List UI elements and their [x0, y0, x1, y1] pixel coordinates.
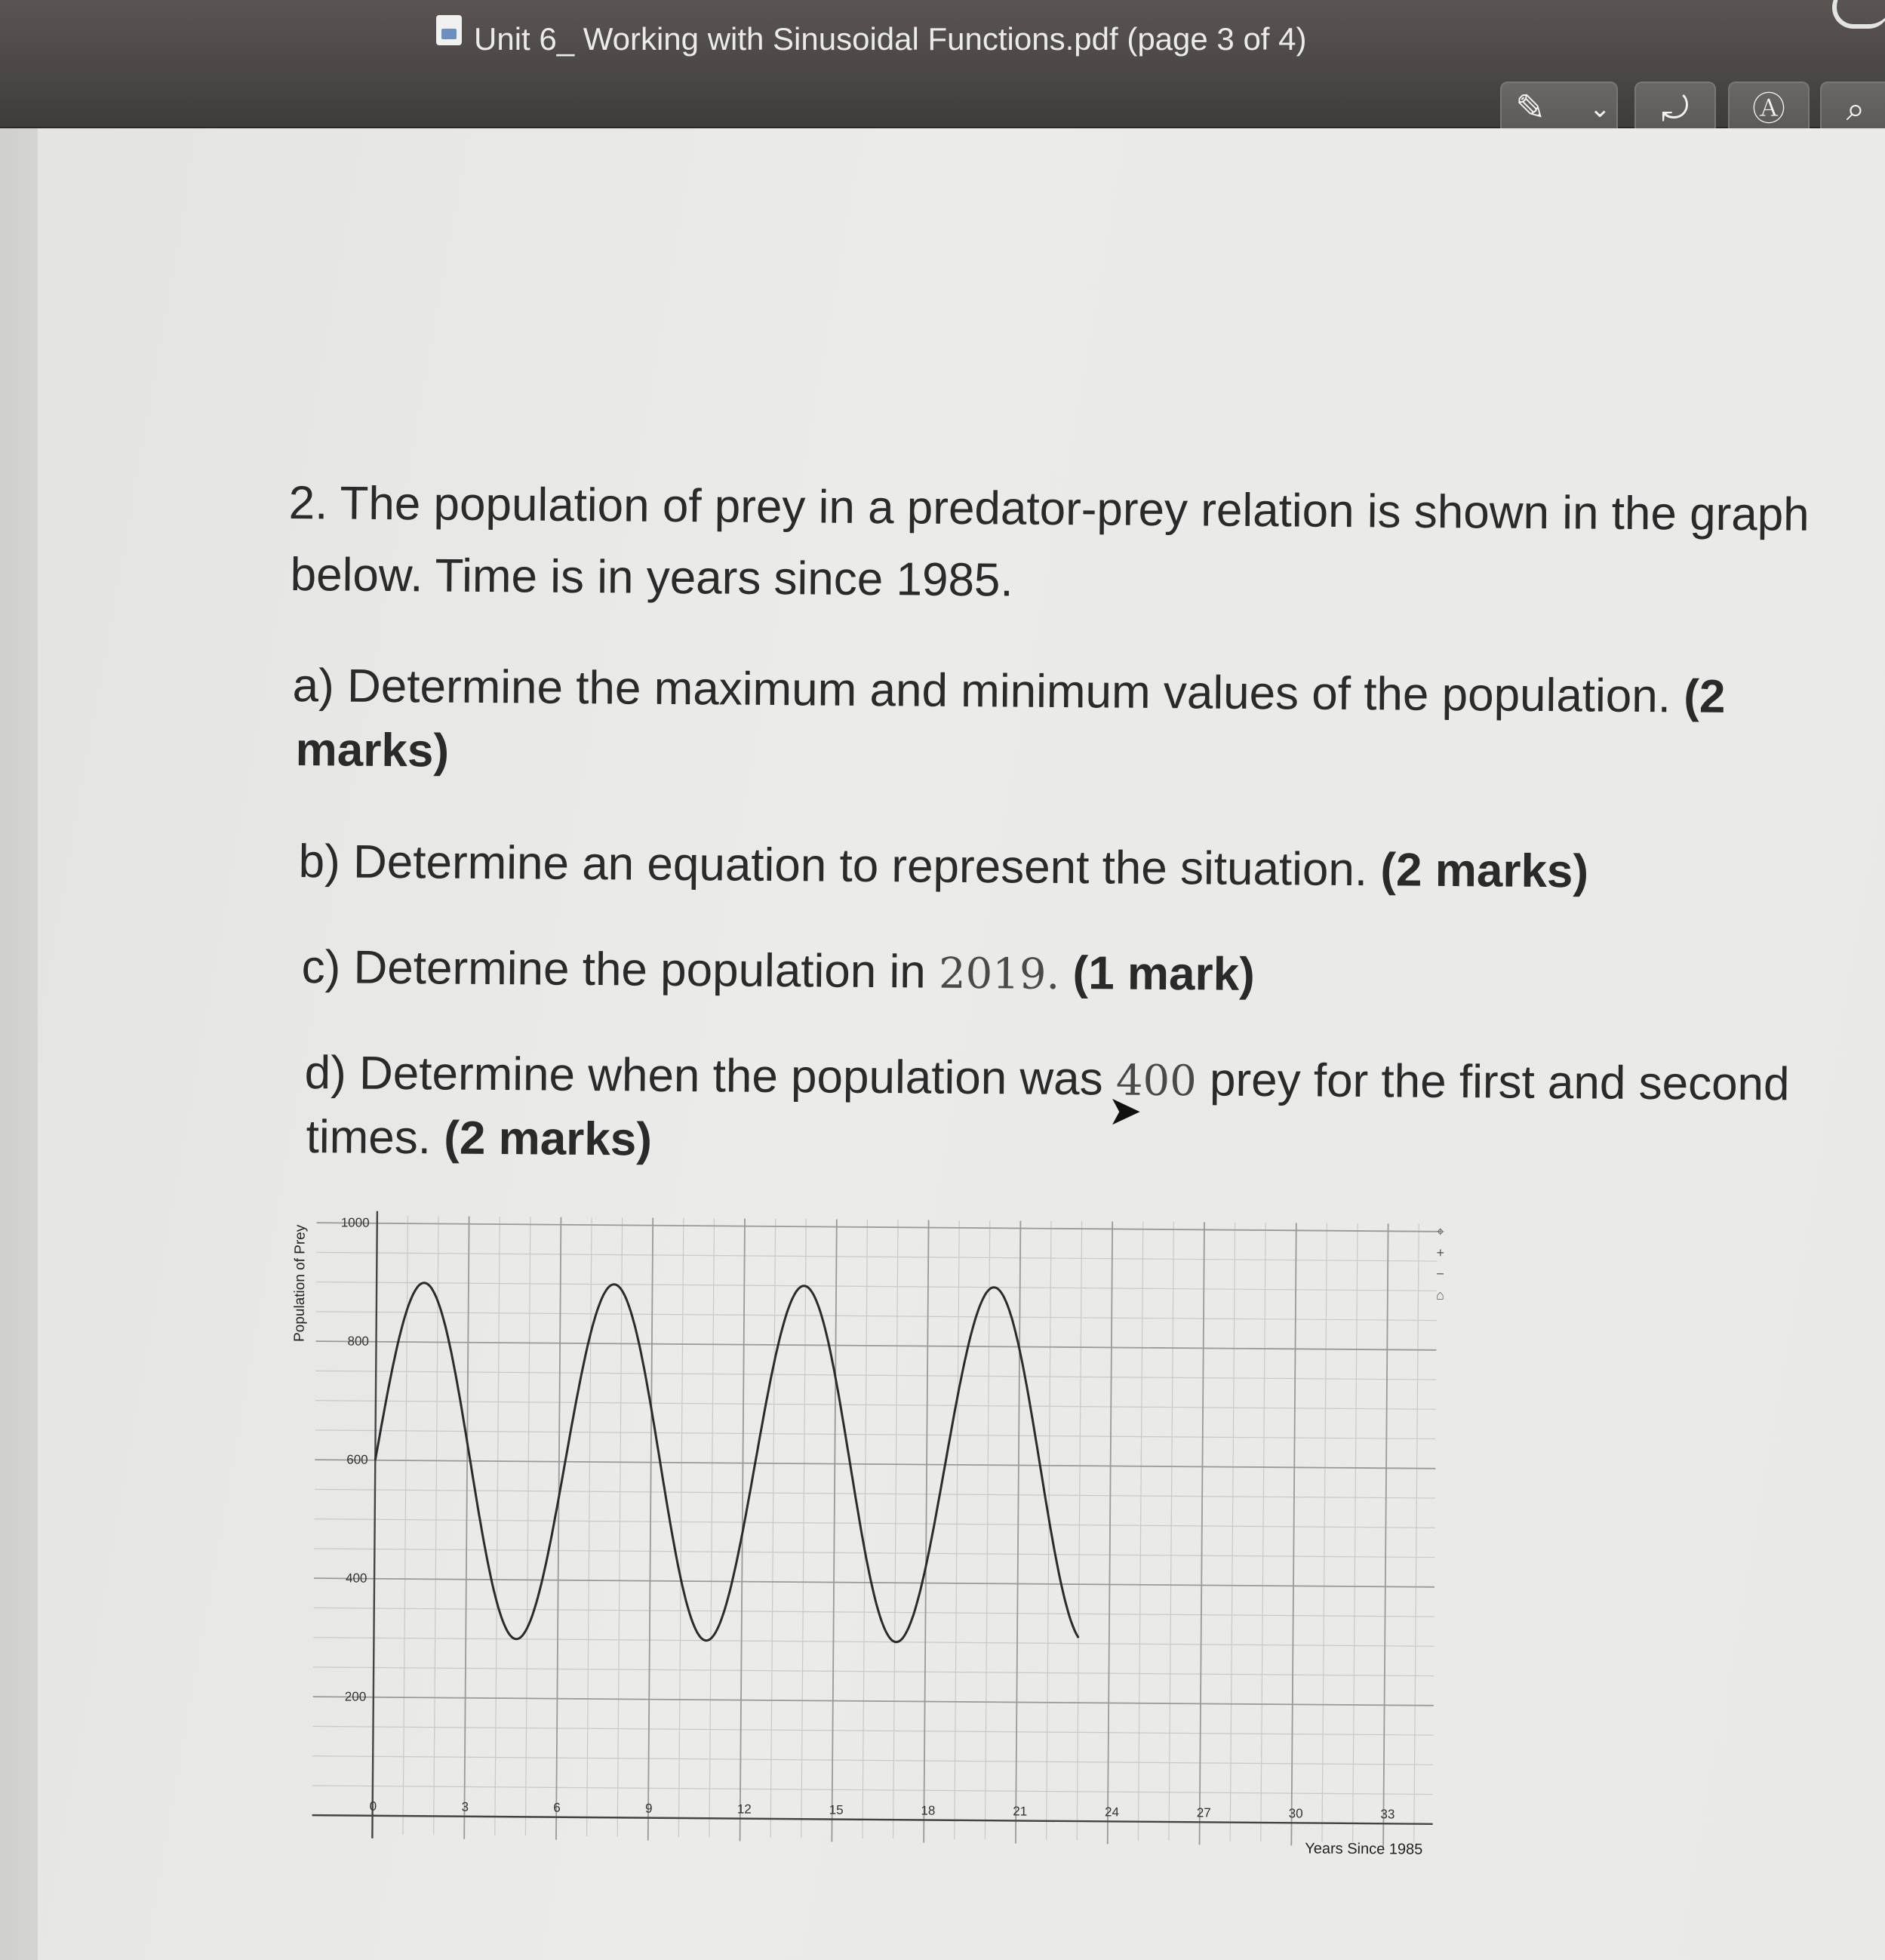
grid-line-major-y [314, 1578, 1435, 1587]
grid-line-minor-x [1077, 1221, 1081, 1840]
question-d-text: d) Determine when the population was [304, 1046, 1103, 1106]
x-tick-label: 18 [921, 1803, 936, 1818]
graph-control-button[interactable]: − [1436, 1266, 1444, 1282]
grid-line-minor-x [525, 1217, 530, 1835]
grid-line-minor-y [313, 1667, 1434, 1676]
question-b-marks: (2 marks) [1380, 844, 1589, 898]
grid-line-minor-x [985, 1220, 989, 1839]
grid-line-minor-x [893, 1220, 898, 1838]
grid-line-major-x [1016, 1220, 1020, 1843]
grid-line-minor-x [709, 1218, 714, 1837]
question-d [304, 1042, 1790, 1118]
grid-line-minor-y [315, 1371, 1436, 1380]
graph-control-button[interactable]: + [1436, 1245, 1445, 1260]
grid-line-major-y [315, 1460, 1435, 1469]
grid-line-minor-x [1138, 1222, 1142, 1841]
pencil-icon[interactable]: ✎ [1515, 88, 1546, 128]
grid-line-minor-x [770, 1219, 775, 1838]
question-c-text: c) Determine the population in [301, 940, 927, 998]
chevron-down-icon[interactable]: ⌄ [1589, 94, 1611, 123]
window-corner-icon [1832, 0, 1885, 29]
y-tick-label: 800 [347, 1334, 369, 1349]
grid-line-minor-x [1353, 1223, 1358, 1842]
grid-line-minor-y [315, 1489, 1435, 1498]
y-tick-label: 600 [346, 1452, 368, 1467]
x-tick-label: 15 [829, 1802, 844, 1817]
window-title: Unit 6_ Working with Sinusoidal Functions.pdf (page 3 of 4) [474, 21, 1307, 57]
grid-line-minor-x [1414, 1224, 1419, 1843]
grid-line-minor-y [315, 1430, 1436, 1439]
x-tick-label: 33 [1380, 1807, 1395, 1822]
y-axis-title: Population of Prey [291, 1224, 309, 1343]
grid-line-minor-x [863, 1220, 867, 1838]
grid-line-minor-y [314, 1608, 1435, 1617]
question-c-period: . [1046, 949, 1060, 999]
grid-line-minor-x [955, 1220, 959, 1839]
question-a-marks: (2 [1683, 670, 1726, 723]
question-d-rest: prey for the first and second [1209, 1054, 1790, 1111]
grid-line-major-x [556, 1217, 561, 1840]
grid-line-minor-x [1322, 1223, 1327, 1842]
grid-line-minor-y [313, 1638, 1434, 1647]
grid-line-minor-x [434, 1216, 438, 1835]
rotate-icon: ⤾ [1661, 91, 1690, 128]
question-a-text: a) Determine the maximum and minimum values of the population. [292, 659, 1671, 723]
graph-canvas [297, 1200, 1456, 1873]
grid-line-major-x [1200, 1222, 1204, 1845]
grid-line-minor-y [313, 1726, 1434, 1735]
question-a-line2 [295, 718, 449, 783]
grid-line-minor-x [1169, 1222, 1173, 1841]
mouse-pointer-icon: ➤ [1108, 1088, 1142, 1134]
x-tick-label: 30 [1288, 1806, 1303, 1821]
x-tick-label: 9 [644, 1801, 653, 1816]
x-tick-label: 21 [1013, 1804, 1028, 1819]
grid-line-major-x [1383, 1223, 1388, 1846]
grid-line-major-x [464, 1217, 469, 1839]
question-c-marks: (1 mark) [1072, 947, 1256, 1001]
grid-line-major-y [317, 1223, 1438, 1232]
grid-line-minor-y [312, 1786, 1433, 1795]
x-tick-label: 0 [369, 1798, 377, 1814]
question-c [301, 936, 1255, 1008]
grid-line-minor-x [801, 1219, 806, 1838]
grid-line-minor-y [316, 1252, 1437, 1261]
question-d-line2-text: times. [306, 1110, 432, 1165]
grid-line-minor-y [312, 1756, 1433, 1765]
grid-line-minor-y [316, 1312, 1437, 1321]
grid-line-minor-x [1230, 1223, 1235, 1842]
grid-line-major-y [313, 1697, 1434, 1706]
markup-circle-icon: Ⓐ [1752, 91, 1785, 128]
grid-line-major-x [924, 1220, 928, 1843]
x-tick-label: 12 [736, 1802, 752, 1817]
x-tick-label: 6 [553, 1800, 561, 1815]
x-tick-label: 27 [1196, 1805, 1211, 1820]
question-d-marks: (2 marks) [443, 1112, 653, 1166]
graph-control-button[interactable]: ⌖ [1436, 1223, 1444, 1239]
x-tick-label: 3 [461, 1799, 469, 1814]
question-d-value: 400 [1115, 1056, 1198, 1106]
grid-line-minor-x [678, 1218, 683, 1837]
question-a-marks-line2: marks) [295, 723, 450, 777]
question-b-text: b) Determine an equation to represent the situation. [298, 835, 1368, 897]
x-tick-label: 24 [1104, 1805, 1120, 1820]
graph-control-button[interactable]: ⌂ [1435, 1287, 1445, 1303]
grid-line-minor-y [315, 1519, 1435, 1528]
search-icon: ⌕ [1846, 91, 1865, 128]
y-tick-label: 400 [345, 1571, 367, 1586]
y-tick-label: 200 [344, 1689, 367, 1704]
y-tick-label: 1000 [340, 1215, 370, 1230]
grid-line-minor-y [316, 1282, 1437, 1291]
grid-line-minor-x [617, 1217, 622, 1836]
question-intro-line2: below. Time is in years since 1985. [290, 548, 1013, 607]
x-axis-line [312, 1815, 1433, 1824]
grid-line-major-x [832, 1220, 836, 1842]
x-axis-title: Years Since 1985 [1305, 1840, 1423, 1858]
pdf-document-icon [436, 15, 462, 45]
question-c-year: 2019 [938, 949, 1047, 999]
grid-line-major-x [1108, 1221, 1112, 1844]
grid-line-minor-x [587, 1217, 592, 1836]
grid-line-major-x [648, 1218, 653, 1841]
question-a [292, 654, 1725, 729]
question-b [298, 830, 1588, 903]
grid-line-minor-y [314, 1549, 1435, 1558]
grid-line-minor-y [315, 1401, 1436, 1410]
grid-line-major-x [1291, 1223, 1296, 1845]
grid-line-minor-x [495, 1217, 500, 1835]
grid-line-major-y [316, 1341, 1437, 1350]
population-graph [291, 1200, 1456, 1873]
window-titlebar [0, 0, 1885, 128]
grid-line-minor-x [1261, 1223, 1265, 1842]
question-d-line2 [306, 1106, 652, 1172]
question-intro-line1: 2. The population of prey in a predator-prey relation is shown in the graph [288, 476, 1810, 541]
y-axis-line [369, 1211, 377, 1838]
